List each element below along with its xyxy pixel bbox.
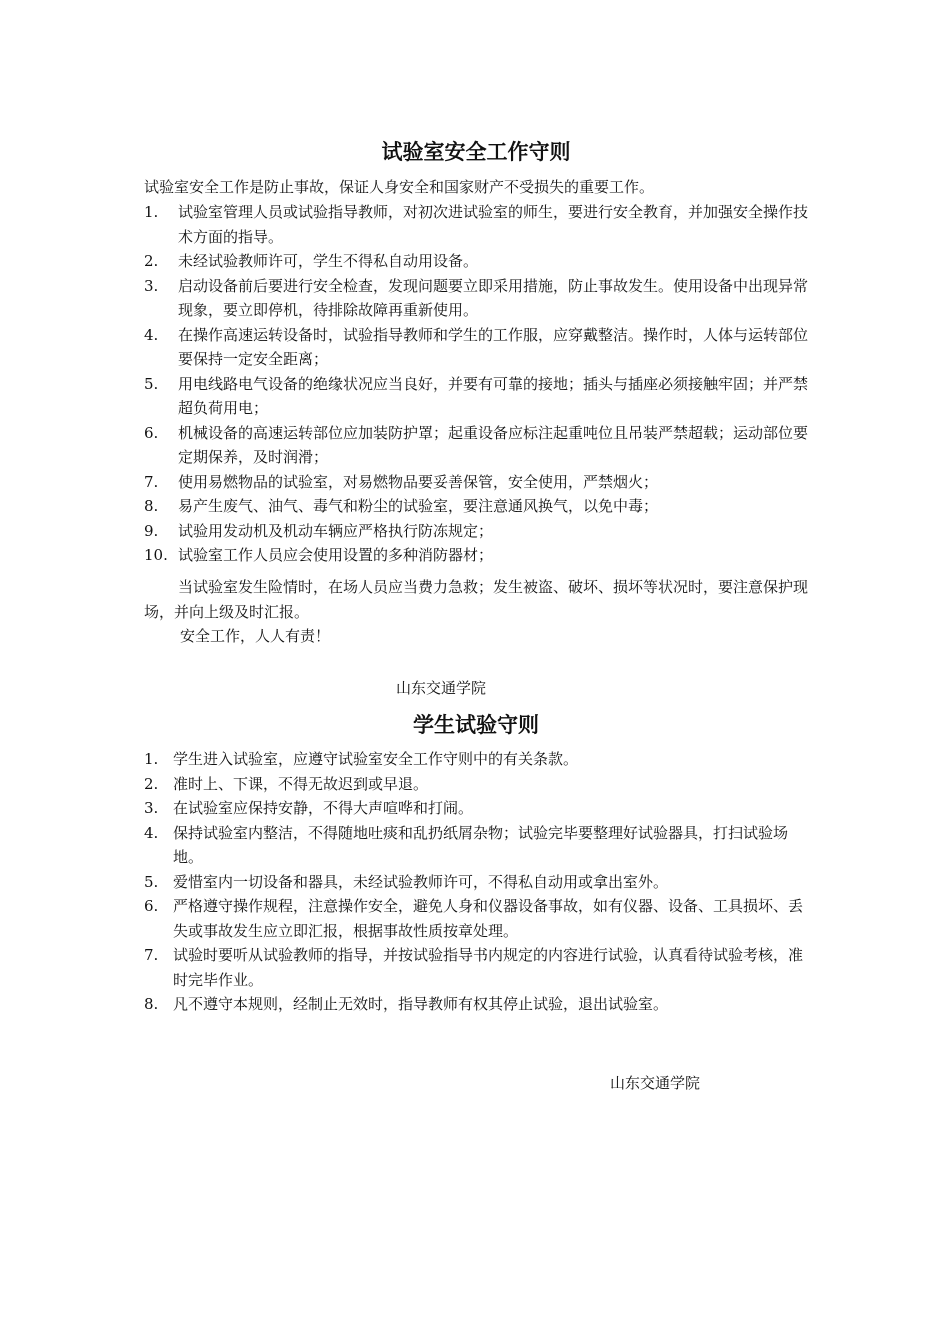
- list-item: [144, 519, 808, 544]
- list-item-number: 5.: [144, 872, 159, 891]
- safety-signature: 山东交通学院: [396, 679, 487, 697]
- list-item: [144, 543, 808, 568]
- list-item-number: 3.: [144, 276, 159, 295]
- list-item: [144, 821, 808, 870]
- list-item-text: 试验室工作人员应会使用设置的多种消防器材；: [178, 546, 494, 564]
- list-item: [144, 200, 808, 249]
- list-item-text: 使用易燃物品的试验室，对易燃物品要妥善保管，安全使用，严禁烟火；: [178, 472, 659, 491]
- list-item: [144, 992, 808, 1017]
- list-item: [144, 372, 808, 421]
- list-item-text: 试验用发动机及机动车辆应严格执行防冻规定；: [178, 521, 494, 540]
- list-item: [144, 796, 808, 821]
- list-item-text: 爱惜室内一切设备和器具，未经试验教师许可，不得私自动用或拿出室外。: [173, 872, 669, 891]
- safety-intro: 试验室安全工作是防止事故，保证人身安全和国家财产不受损失的重要工作。: [144, 178, 655, 196]
- list-item-number: 5.: [144, 374, 159, 393]
- list-item-number: 4.: [144, 823, 159, 842]
- list-item-text: 在操作高速运转设备时，试验指导教师和学生的工作服，应穿戴整洁。操作时，人体与运转部位要保持一定安全距离；: [178, 325, 809, 368]
- list-item: [144, 943, 808, 992]
- safety-title: 试验室安全工作守则: [381, 140, 571, 164]
- list-item-number: 8.: [144, 497, 159, 515]
- list-item: [144, 274, 808, 323]
- list-item-text: 试验室管理人员或试验指导教师，对初次进试验室的师生，要进行安全教育，并加强安全操作技术方面的指导。: [178, 203, 809, 246]
- list-item: [144, 249, 808, 274]
- student-rules-list: [144, 747, 808, 1017]
- list-item: [144, 470, 808, 495]
- list-item-number: 1.: [144, 203, 159, 221]
- safety-slogan: 安全工作，人人有责！: [180, 627, 331, 645]
- list-item-number: 1.: [144, 750, 159, 768]
- list-item-number: 6.: [144, 423, 159, 442]
- list-item-number: 6.: [144, 897, 159, 915]
- list-item-text: 机械设备的高速运转部位应加装防护罩；起重设备应标注起重吨位且吊装严禁超载；运动部位要定期保养，及时润滑；: [178, 423, 809, 466]
- list-item: [144, 772, 808, 797]
- list-item-number: 10.: [144, 546, 168, 564]
- list-item-text: 准时上、下课，不得无故迟到或早退。: [173, 774, 429, 793]
- list-item-text: 启动设备前后要进行安全检查，发现问题要立即采用措施，防止事故发生。使用设备中出现异常现象，要立即停机，待排除故障再重新使用。: [178, 276, 809, 319]
- list-item-number: 9.: [144, 521, 159, 540]
- list-item: [144, 421, 808, 470]
- list-item: [144, 747, 808, 772]
- list-item-text: 严格遵守操作规程，注意操作安全，避免人身和仪器设备事故，如有仪器、设备、工具损坏、丢失或事故发生应立即汇报，根据事故性质按章处理。: [173, 897, 804, 940]
- safety-closing: 当试验室发生险情时，在场人员应当费力急救；发生被盗、破坏、损坏等状况时，要注意保护现场，并向上级及时汇报。: [144, 578, 809, 621]
- student-title: 学生试验守则: [413, 713, 539, 737]
- list-item-number: 8.: [144, 995, 159, 1013]
- list-item-number: 7.: [144, 946, 159, 964]
- list-item: [144, 870, 808, 895]
- list-item-text: 在试验室应保持安静，不得大声喧哗和打闹。: [173, 799, 474, 817]
- safety-rules-list: [144, 200, 808, 568]
- list-item-number: 7.: [144, 472, 159, 491]
- list-item-text: 保持试验室内整洁，不得随地吐痰和乱扔纸屑杂物；试验完毕要整理好试验器具，打扫试验场地。: [173, 823, 789, 866]
- student-signature: 山东交通学院: [610, 1074, 701, 1092]
- list-item-number: 2.: [144, 774, 159, 793]
- list-item: [144, 494, 808, 519]
- list-item-text: 用电线路电气设备的绝缘状况应当良好，并要有可靠的接地；插头与插座必须接触牢固；并严禁超负荷用电；: [178, 374, 809, 417]
- list-item-number: 4.: [144, 325, 159, 344]
- list-item-number: 3.: [144, 799, 159, 817]
- list-item-text: 易产生废气、油气、毒气和粉尘的试验室，要注意通风换气，以免中毒；: [178, 497, 659, 515]
- list-item-text: 学生进入试验室，应遵守试验室安全工作守则中的有关条款。: [173, 750, 579, 768]
- list-item: [144, 323, 808, 372]
- list-item-text: 未经试验教师许可，学生不得私自动用设备。: [178, 252, 479, 270]
- list-item-text: 试验时要听从试验教师的指导，并按试验指导书内规定的内容进行试验，认真看待试验考核，准时完毕作业。: [173, 946, 804, 989]
- list-item-number: 2.: [144, 252, 159, 270]
- list-item: [144, 894, 808, 943]
- list-item-text: 凡不遵守本规则，经制止无效时，指导教师有权其停止试验，退出试验室。: [173, 995, 669, 1013]
